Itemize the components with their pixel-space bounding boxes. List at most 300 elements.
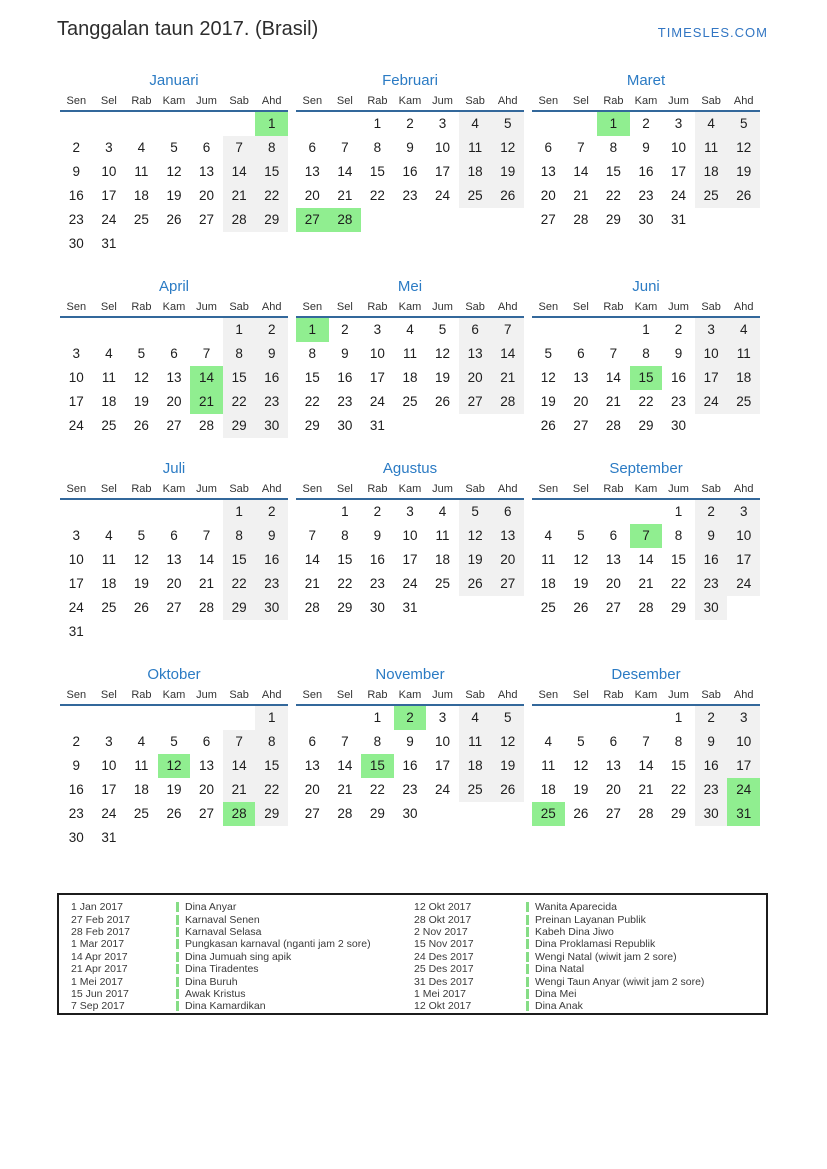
month-block-mei	[296, 276, 524, 438]
day-cell: 3	[438, 710, 447, 725]
day-cell: 29	[223, 596, 256, 620]
month-title[interactable]: Januari	[149, 72, 199, 89]
holiday-marker-icon	[526, 964, 529, 974]
legend-row	[71, 938, 411, 950]
weekday-label: Jum	[196, 95, 217, 107]
weekday-label: Sab	[701, 483, 721, 495]
weekday-label: Sel	[100, 483, 117, 495]
day-cell: 27	[459, 390, 492, 414]
weekday-label: Sen	[538, 689, 559, 701]
day-cell-empty	[223, 706, 256, 730]
weekday-label: Ahd	[497, 689, 518, 701]
day-cell: 13	[166, 552, 182, 567]
day-cell: 21	[223, 184, 256, 208]
month-title[interactable]: Maret	[626, 72, 666, 89]
weekday-label: Ahd	[261, 301, 282, 313]
day-cell: 2	[72, 734, 81, 749]
day-cell-empty	[426, 414, 459, 438]
weekday-header	[296, 298, 524, 318]
day-cell: 4	[438, 504, 447, 519]
day-cell-empty	[60, 706, 93, 730]
day-cell-empty	[565, 706, 598, 730]
day-cell: 2	[72, 140, 81, 155]
day-cell: 8	[255, 136, 288, 160]
day-cell: 23	[671, 394, 687, 409]
day-cell: 12	[491, 136, 524, 160]
day-cell: 21	[337, 188, 353, 203]
day-cell: 14	[605, 370, 621, 385]
weekday-label: Sel	[100, 95, 117, 107]
day-cell: 8	[373, 140, 382, 155]
day-cell: 14	[223, 754, 256, 778]
day-cell: 18	[402, 370, 418, 385]
week-row	[296, 706, 524, 730]
day-cell: 27	[605, 806, 621, 821]
holiday-marker-icon	[526, 1001, 529, 1011]
weekday-label: Kam	[162, 689, 186, 701]
day-cell: 20	[199, 782, 215, 797]
day-cell: 21	[638, 576, 654, 591]
weekday-label: Sel	[336, 301, 353, 313]
legend-date: 28 Feb 2017	[71, 925, 130, 938]
day-cell: 22	[369, 188, 385, 203]
day-cell-empty	[158, 232, 191, 256]
month-title[interactable]: Desember	[611, 666, 681, 683]
day-cell: 15	[361, 754, 394, 778]
day-cell: 13	[605, 552, 621, 567]
day-cell: 18	[101, 394, 117, 409]
week-row	[60, 548, 288, 572]
day-cell: 30	[68, 236, 84, 251]
day-cell: 14	[337, 164, 353, 179]
day-cell: 27	[573, 418, 589, 433]
day-cell-empty	[190, 826, 223, 850]
day-cell: 25	[101, 600, 117, 615]
day-cell: 17	[68, 576, 84, 591]
day-cell: 12	[166, 164, 182, 179]
day-cell: 6	[609, 528, 618, 543]
day-cell: 18	[133, 782, 149, 797]
day-cell-empty	[60, 112, 93, 136]
day-cell: 20	[573, 394, 589, 409]
weekday-header	[296, 480, 524, 500]
weekday-header	[532, 92, 760, 112]
legend-row	[414, 938, 766, 950]
weekday-label: Jum	[196, 301, 217, 313]
day-cell: 10	[68, 370, 84, 385]
day-cell: 31	[402, 600, 418, 615]
day-cell: 25	[727, 390, 760, 414]
day-cell-empty	[459, 802, 492, 826]
day-cell: 19	[166, 188, 182, 203]
day-cell: 22	[255, 184, 288, 208]
legend-date: 1 Mei 2017	[71, 975, 123, 988]
holiday-marker-icon	[526, 977, 529, 987]
day-cell-empty	[532, 318, 565, 342]
day-cell-empty	[695, 208, 728, 232]
day-cell: 23	[369, 576, 385, 591]
legend-holiday-name: Dina Proklamasi Republik	[535, 938, 656, 951]
weekday-label: Ahd	[497, 301, 518, 313]
day-cell-empty	[255, 232, 288, 256]
day-cell: 8	[308, 346, 317, 361]
day-cell: 19	[133, 576, 149, 591]
legend-row	[71, 1000, 411, 1012]
day-cell: 25	[459, 778, 492, 802]
day-cell-empty	[190, 706, 223, 730]
day-cell: 26	[459, 572, 492, 596]
day-cell-empty	[459, 596, 492, 620]
weekday-label: Sel	[572, 689, 589, 701]
day-cell: 1	[341, 504, 349, 519]
month-title[interactable]: Juni	[632, 278, 660, 295]
day-cell: 31	[101, 830, 117, 845]
weekday-label: Kam	[398, 301, 422, 313]
day-cell: 16	[695, 754, 728, 778]
day-cell: 10	[435, 734, 451, 749]
day-cell: 3	[406, 504, 414, 519]
week-row	[60, 754, 288, 778]
day-cell: 12	[540, 370, 556, 385]
weekday-label: Rab	[367, 301, 388, 313]
day-cell: 29	[638, 418, 654, 433]
day-cell: 20	[304, 782, 320, 797]
legend-row	[414, 901, 766, 913]
weekday-label: Rab	[603, 689, 624, 701]
day-cell: 28	[199, 600, 215, 615]
day-cell: 6	[459, 318, 492, 342]
week-row	[296, 160, 524, 184]
day-cell: 31	[671, 212, 687, 227]
day-cell: 3	[72, 528, 81, 543]
day-cell-empty	[60, 500, 93, 524]
day-cell-empty	[125, 706, 158, 730]
holiday-marker-icon	[526, 989, 529, 999]
day-cell: 17	[727, 548, 760, 572]
day-cell-empty	[125, 232, 158, 256]
day-cell: 29	[369, 806, 385, 821]
week-row	[60, 620, 288, 644]
day-cell: 18	[133, 188, 149, 203]
day-cell: 20	[605, 782, 621, 797]
legend-date: 1 Mei 2017	[414, 987, 466, 1000]
day-cell: 21	[190, 390, 223, 414]
week-row	[60, 802, 288, 826]
week-row	[296, 802, 524, 826]
weekday-label: Sab	[465, 95, 485, 107]
day-cell: 22	[369, 782, 385, 797]
week-row	[532, 730, 760, 754]
weekday-label: Sab	[229, 689, 249, 701]
month-block-maret	[532, 70, 760, 232]
weekday-label: Jum	[668, 301, 689, 313]
day-cell: 24	[68, 418, 84, 433]
weekday-label: Sab	[701, 689, 721, 701]
day-cell: 6	[491, 500, 524, 524]
day-cell: 14	[190, 366, 223, 390]
day-cell-empty	[426, 596, 459, 620]
day-cell: 21	[304, 576, 320, 591]
day-cell: 7	[223, 136, 256, 160]
day-cell: 15	[337, 552, 353, 567]
day-cell: 11	[541, 758, 556, 773]
day-cell: 26	[727, 184, 760, 208]
day-cell: 14	[337, 758, 353, 773]
day-cell: 1	[223, 500, 256, 524]
day-cell: 25	[540, 600, 556, 615]
day-cell: 28	[223, 802, 256, 826]
week-row	[60, 778, 288, 802]
day-cell: 4	[459, 112, 492, 136]
legend-date: 12 Okt 2017	[414, 1000, 472, 1013]
legend-holiday-name: Dina Jumuah sing apik	[185, 950, 292, 963]
day-cell: 10	[727, 524, 760, 548]
day-cell: 2	[255, 318, 288, 342]
month-title[interactable]: November	[375, 666, 445, 683]
weekday-label: Rab	[131, 95, 152, 107]
day-cell-empty	[394, 414, 427, 438]
day-cell: 11	[435, 528, 450, 543]
day-cell: 26	[435, 394, 451, 409]
day-cell: 18	[695, 160, 728, 184]
legend-date: 24 Des 2017	[414, 950, 474, 963]
site-logo-link[interactable]: TIMESLES.COM	[657, 25, 768, 40]
day-cell: 11	[727, 342, 760, 366]
day-cell: 29	[671, 600, 687, 615]
day-cell: 6	[544, 140, 553, 155]
day-cell-empty	[125, 826, 158, 850]
week-row	[532, 366, 760, 390]
holiday-marker-icon	[526, 939, 529, 949]
month-title[interactable]: Mei	[397, 278, 423, 295]
week-row	[532, 390, 760, 414]
day-cell: 7	[341, 140, 349, 155]
day-cell: 4	[137, 140, 146, 155]
day-cell: 14	[491, 342, 524, 366]
day-cell-empty	[296, 500, 329, 524]
day-cell-empty	[565, 500, 598, 524]
day-cell: 10	[727, 730, 760, 754]
legend-holiday-name: Dina Kamardikan	[185, 1000, 266, 1013]
week-row	[296, 500, 524, 524]
weekday-label: Kam	[634, 301, 658, 313]
day-cell: 31	[101, 236, 117, 251]
day-cell: 12	[435, 346, 451, 361]
day-cell: 19	[573, 782, 589, 797]
day-cell: 8	[373, 734, 382, 749]
day-cell: 25	[435, 576, 451, 591]
day-cell: 20	[605, 576, 621, 591]
day-cell: 11	[695, 136, 728, 160]
day-cell: 28	[199, 418, 215, 433]
day-cell: 23	[402, 188, 418, 203]
day-cell: 30	[695, 802, 728, 826]
day-cell: 19	[491, 160, 524, 184]
day-cell: 10	[695, 342, 728, 366]
month-title[interactable]: Oktober	[147, 666, 201, 683]
legend-row	[71, 901, 411, 913]
day-cell: 12	[459, 524, 492, 548]
week-row	[532, 184, 760, 208]
day-cell-empty	[491, 414, 524, 438]
month-title[interactable]: April	[158, 278, 189, 295]
week-row	[532, 160, 760, 184]
day-cell: 18	[101, 576, 117, 591]
legend-row	[71, 975, 411, 987]
day-cell: 28	[638, 806, 654, 821]
day-cell-empty	[394, 208, 427, 232]
day-cell: 1	[674, 710, 683, 725]
day-cell: 17	[101, 188, 117, 203]
week-row	[532, 778, 760, 802]
day-cell: 5	[577, 528, 585, 543]
day-cell: 20	[491, 548, 524, 572]
week-row	[532, 500, 760, 524]
day-cell: 31	[369, 418, 385, 433]
month-title[interactable]: Februari	[382, 72, 438, 89]
weekday-label: Rab	[367, 483, 388, 495]
day-cell: 17	[435, 164, 451, 179]
week-row	[60, 232, 288, 256]
day-cell: 17	[101, 782, 117, 797]
day-cell: 2	[695, 500, 728, 524]
week-row	[532, 318, 760, 342]
day-cell-empty	[597, 706, 630, 730]
week-row	[532, 414, 760, 438]
day-cell: 29	[255, 802, 288, 826]
week-row	[532, 572, 760, 596]
legend-holiday-name: Wengi Natal (wiwit jam 2 sore)	[535, 950, 677, 963]
day-cell: 9	[255, 524, 288, 548]
day-cell: 28	[638, 600, 654, 615]
day-cell: 17	[369, 370, 385, 385]
day-cell: 15	[630, 366, 663, 390]
weekday-label: Sel	[336, 483, 353, 495]
day-cell-empty	[329, 112, 362, 136]
weekday-label: Jum	[432, 689, 453, 701]
day-cell: 27	[605, 600, 621, 615]
legend-date: 7 Sep 2017	[71, 1000, 125, 1013]
day-cell-empty	[630, 706, 663, 730]
day-cell-empty	[532, 500, 565, 524]
day-cell-empty	[158, 706, 191, 730]
day-cell: 30	[638, 212, 654, 227]
day-cell: 10	[402, 528, 418, 543]
day-cell: 13	[573, 370, 589, 385]
day-cell: 5	[577, 734, 585, 749]
day-cell: 19	[573, 576, 589, 591]
day-cell-empty	[727, 208, 760, 232]
week-row	[296, 342, 524, 366]
month-title[interactable]: Agustus	[382, 460, 438, 477]
day-cell-empty	[190, 620, 223, 644]
legend-date: 27 Feb 2017	[71, 913, 130, 926]
calendar-grid	[60, 70, 760, 850]
weekday-label: Sel	[572, 301, 589, 313]
day-cell: 29	[255, 208, 288, 232]
day-cell: 23	[695, 778, 728, 802]
weekday-label: Rab	[131, 483, 152, 495]
day-cell: 8	[609, 140, 618, 155]
day-cell-empty	[125, 318, 158, 342]
day-cell: 13	[199, 758, 215, 773]
day-cell: 9	[406, 734, 414, 749]
day-cell: 9	[695, 730, 728, 754]
weekday-label: Sel	[336, 689, 353, 701]
legend-holiday-name: Dina Anak	[535, 1000, 583, 1013]
weekday-label: Kam	[634, 483, 658, 495]
day-cell: 3	[674, 116, 683, 131]
day-cell: 26	[573, 806, 589, 821]
day-cell: 19	[540, 394, 556, 409]
day-cell: 7	[223, 730, 256, 754]
day-cell: 1	[642, 322, 650, 337]
day-cell: 5	[491, 112, 524, 136]
legend-holiday-name: Karnaval Selasa	[185, 925, 262, 938]
day-cell: 18	[540, 782, 556, 797]
day-cell: 24	[101, 806, 117, 821]
weekday-label: Kam	[162, 95, 186, 107]
day-cell: 20	[304, 188, 320, 203]
week-row	[60, 366, 288, 390]
weekday-header	[60, 92, 288, 112]
day-cell: 22	[671, 782, 687, 797]
week-row	[296, 112, 524, 136]
day-cell: 3	[438, 116, 447, 131]
day-cell-empty	[223, 826, 256, 850]
month-block-september	[532, 458, 760, 620]
week-row	[532, 342, 760, 366]
day-cell: 27	[166, 600, 182, 615]
day-cell: 19	[491, 754, 524, 778]
day-cell: 29	[671, 806, 687, 821]
week-row	[296, 754, 524, 778]
day-cell: 18	[727, 366, 760, 390]
day-cell: 21	[638, 782, 654, 797]
week-row	[296, 730, 524, 754]
day-cell: 17	[671, 164, 687, 179]
day-cell: 26	[491, 778, 524, 802]
day-cell: 7	[308, 528, 317, 543]
day-cell: 30	[255, 596, 288, 620]
day-cell: 26	[166, 212, 182, 227]
day-cell: 5	[544, 346, 553, 361]
month-title[interactable]: September	[609, 460, 683, 477]
day-cell: 23	[638, 188, 654, 203]
day-cell: 9	[373, 528, 382, 543]
legend-row	[71, 963, 411, 975]
day-cell: 8	[642, 346, 650, 361]
month-title[interactable]: Juli	[162, 460, 186, 477]
day-cell-empty	[255, 826, 288, 850]
day-cell: 17	[402, 552, 418, 567]
day-cell: 4	[459, 706, 492, 730]
day-cell: 11	[101, 370, 116, 385]
week-row	[60, 706, 288, 730]
day-cell-empty	[532, 112, 565, 136]
day-cell: 9	[642, 140, 650, 155]
day-cell: 6	[609, 734, 618, 749]
day-cell: 15	[255, 754, 288, 778]
legend-holiday-name: Wanita Aparecida	[535, 901, 617, 914]
day-cell: 15	[255, 160, 288, 184]
day-cell: 21	[337, 782, 353, 797]
day-cell: 29	[605, 212, 621, 227]
day-cell-empty	[93, 318, 126, 342]
day-cell: 13	[199, 164, 215, 179]
day-cell: 5	[438, 322, 447, 337]
day-cell: 24	[68, 600, 84, 615]
